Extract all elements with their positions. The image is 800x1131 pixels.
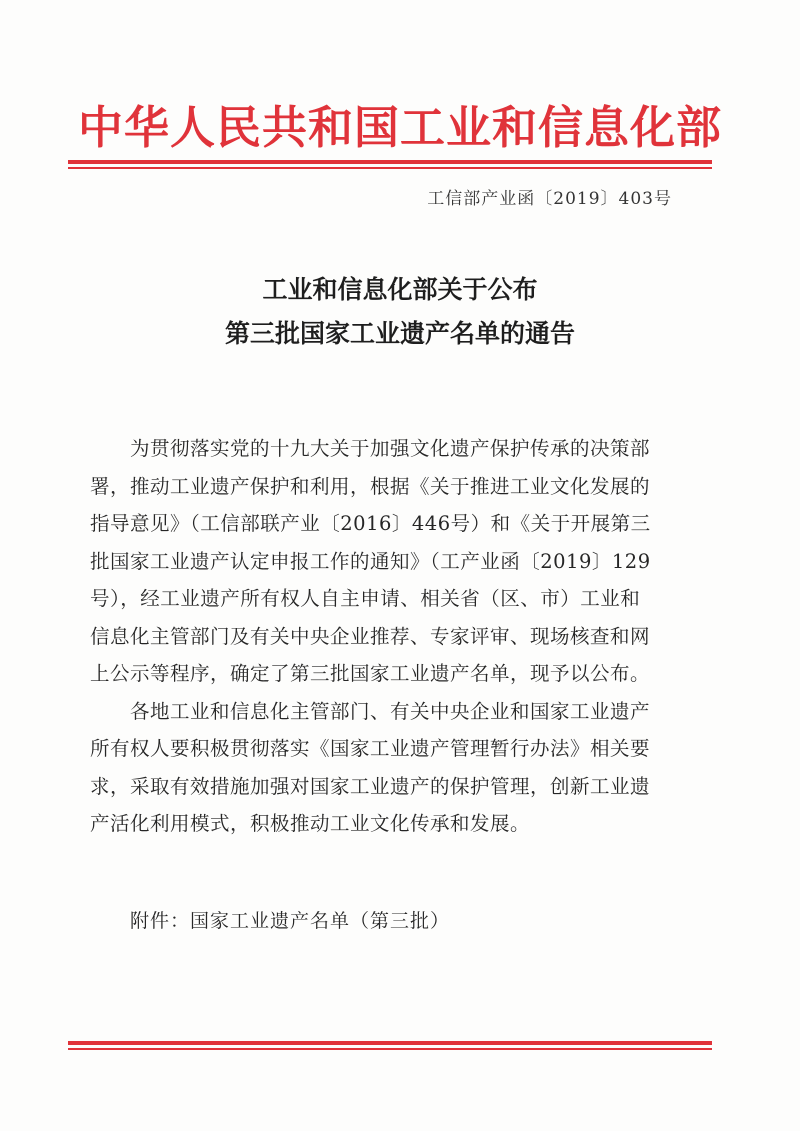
paragraph-2-line: 产活化利用模式，积极推动工业文化传承和发展。	[90, 812, 531, 835]
paragraph-2-line: 各地工业和信息化主管部门、有关中央企业和国家工业遗产	[130, 699, 651, 723]
paragraph-1-line: 署，推动工业遗产保护和利用，根据《关于推进工业文化发展的	[90, 474, 651, 498]
title-line-2: 第三批国家工业遗产名单的通告	[224, 319, 575, 348]
paragraph-2-line: 求，采取有效措施加强对国家工业遗产的保护管理，创新工业遗	[90, 774, 651, 798]
rule-thin	[68, 167, 712, 169]
masthead-rule	[68, 160, 712, 169]
paragraph-2-line: 所有权人要积极贯彻落实《国家工业遗产管理暂行办法》相关要	[90, 737, 651, 760]
footer-rule	[68, 1041, 712, 1050]
rule-thick	[68, 1041, 712, 1045]
paragraph-1-line: 信息化主管部门及有关中央企业推荐、专家评审、现场核查和网	[90, 624, 651, 648]
paragraph-1-line: 上公示等程序，确定了第三批国家工业遗产名单，现予以公布。	[90, 662, 651, 685]
document-number: 工信部产业函〔2019〕403号	[427, 189, 672, 209]
document-title	[0, 268, 800, 356]
paragraph-1-line: 指导意见》（工信部联产业〔2016〕446号）和《关于开展第三	[90, 512, 651, 535]
title-line-1: 工业和信息化部关于公布	[262, 275, 538, 304]
attachment-note: 附件：国家工业遗产名单（第三批）	[130, 910, 451, 932]
paragraph-1-line: 号），经工业遗产所有权人自主申请、相关省（区、市）工业和	[90, 587, 641, 610]
paragraph-1-line: 为贯彻落实党的十九大关于加强文化遗产保护传承的决策部	[130, 437, 651, 460]
masthead: 中华人民共和国工业和信息化部	[77, 101, 722, 154]
document-body	[90, 430, 700, 843]
paragraph-1-line: 批国家工业遗产认定申报工作的通知》（工产业函〔2019〕129	[90, 549, 651, 573]
rule-thin	[68, 1048, 712, 1050]
rule-thick	[68, 160, 712, 164]
